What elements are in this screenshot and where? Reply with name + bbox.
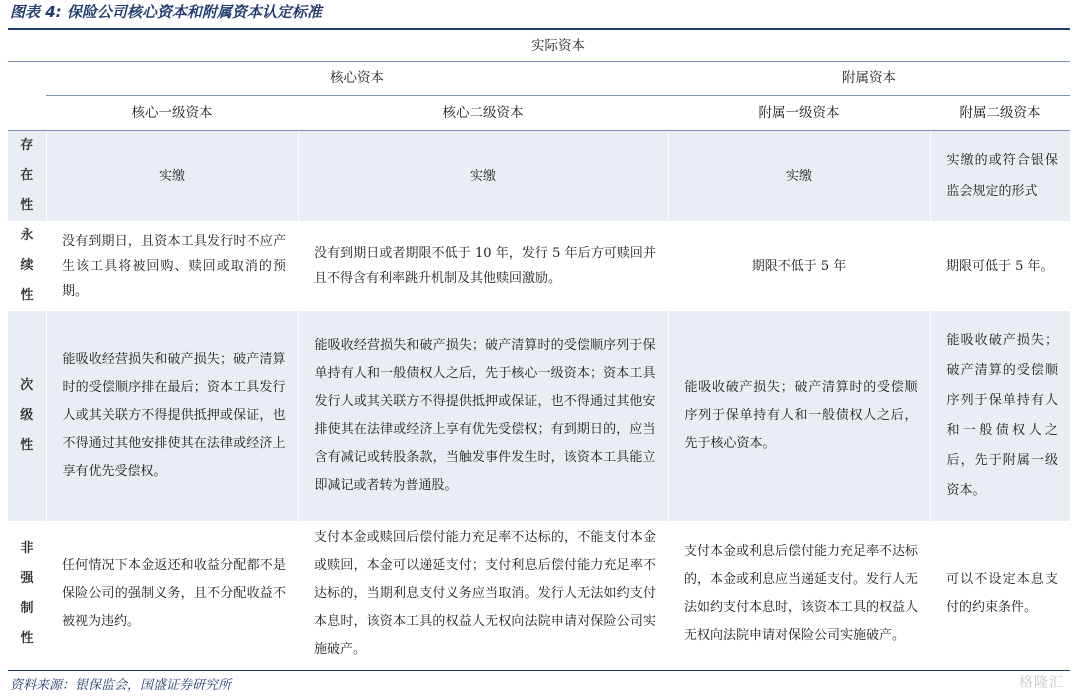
header-supp-tier2: 附属二级资本 [930,96,1070,131]
title-rule [8,28,1070,30]
table-cell: 期限可低于 5 年。 [946,258,1054,274]
header-actual-capital: 实际资本 [46,31,1070,62]
table-cell: 能吸收经营损失和破产损失；破产清算时的受偿顺序排在最后；资本工具发行人或其关联方不得提供抵押或保证，也不得通过其他安排使其在法律或经济上享有优先受偿权。 [46,311,298,521]
table-cell: 实缴 [668,131,930,222]
table-cell: 实缴的或符合银保监会规定的形式 [930,131,1070,222]
footer-rule [8,670,1070,671]
header-supplementary-capital: 附属资本 [668,62,1070,96]
table-row [8,521,1070,667]
capital-standards-table [8,31,1070,667]
table-row [8,311,1070,521]
row-label: 永 续 性 [20,228,34,303]
table-cell: 期限不低于 5 年 [751,258,847,274]
header-core-capital: 核心资本 [46,62,668,96]
table-cell: 能吸收破产损失；破产清算的受偿顺序列于保单持有人和一般债权人之后，先于附属一级资本。 [930,311,1070,521]
table-cell: 任何情况下本金返还和收益分配都不是保险公司的强制义务，且不分配收益不被视为违约。 [62,558,286,629]
table-cell: 支付本金或利息后偿付能力充足率不达标的，本金或利息应当递延支付。发行人无法如约支付本息时，该资本工具的权益人无权向法院申请对保险公司实施破产。 [684,544,919,643]
table-cell: 能吸收破产损失；破产清算时的受偿顺序列于保单持有人和一般债权人之后，先于核心资本。 [668,311,930,521]
table-row [8,221,1070,311]
table-cell: 支付本金或赎回后偿付能力充足率不达标的，不能支付本金或赎回，本金可以递延支付；支付利息后偿付能力充足率不达标的，当期利息支付义务应当取消。发行人无法如约支付本息时，该资本工具的权益人无权向法院申请对保险公司实施破产。 [314,530,656,657]
row-label: 次 级 性 [8,311,46,521]
header-supp-tier1: 附属一级资本 [668,96,930,131]
header-core-tier2: 核心二级资本 [298,96,668,131]
row-label: 存 在 性 [8,131,46,222]
table-cell: 能吸收经营损失和破产损失；破产清算时的受偿顺序列于保单持有人和一般债权人之后，先于核心一级资本；资本工具发行人或其关联方不得提供抵押或保证，也不得通过其他安排使其在法律或经济上享有优先受偿权；有到期日的，应当含有减记或转股条款，当触发事件发生时，该资本工具能立即减记或者转为普通股。 [298,311,668,521]
watermark: 格隆汇 [1019,675,1064,691]
table-cell: 没有到期日或者期限不低于 10 年，发行 5 年后方可赎回并且不得含有利率跳升机制及其他赎回激励。 [314,246,656,286]
table-row [8,131,1070,222]
figure-title: 图表 4: 保险公司核心资本和附属资本认定标准 [10,3,322,21]
table-cell: 实缴 [298,131,668,222]
table-cell: 实缴 [46,131,298,222]
header-core-tier1: 核心一级资本 [46,96,298,131]
source-note: 资料来源：银保监会，国盛证券研究所 [10,678,232,693]
table-cell: 可以不设定本息支付的约束条件。 [946,572,1058,615]
row-label: 非 强 制 性 [20,541,34,646]
table-cell: 没有到期日，且资本工具发行时不应产生该工具将被回购、赎回或取消的预期。 [62,233,286,299]
